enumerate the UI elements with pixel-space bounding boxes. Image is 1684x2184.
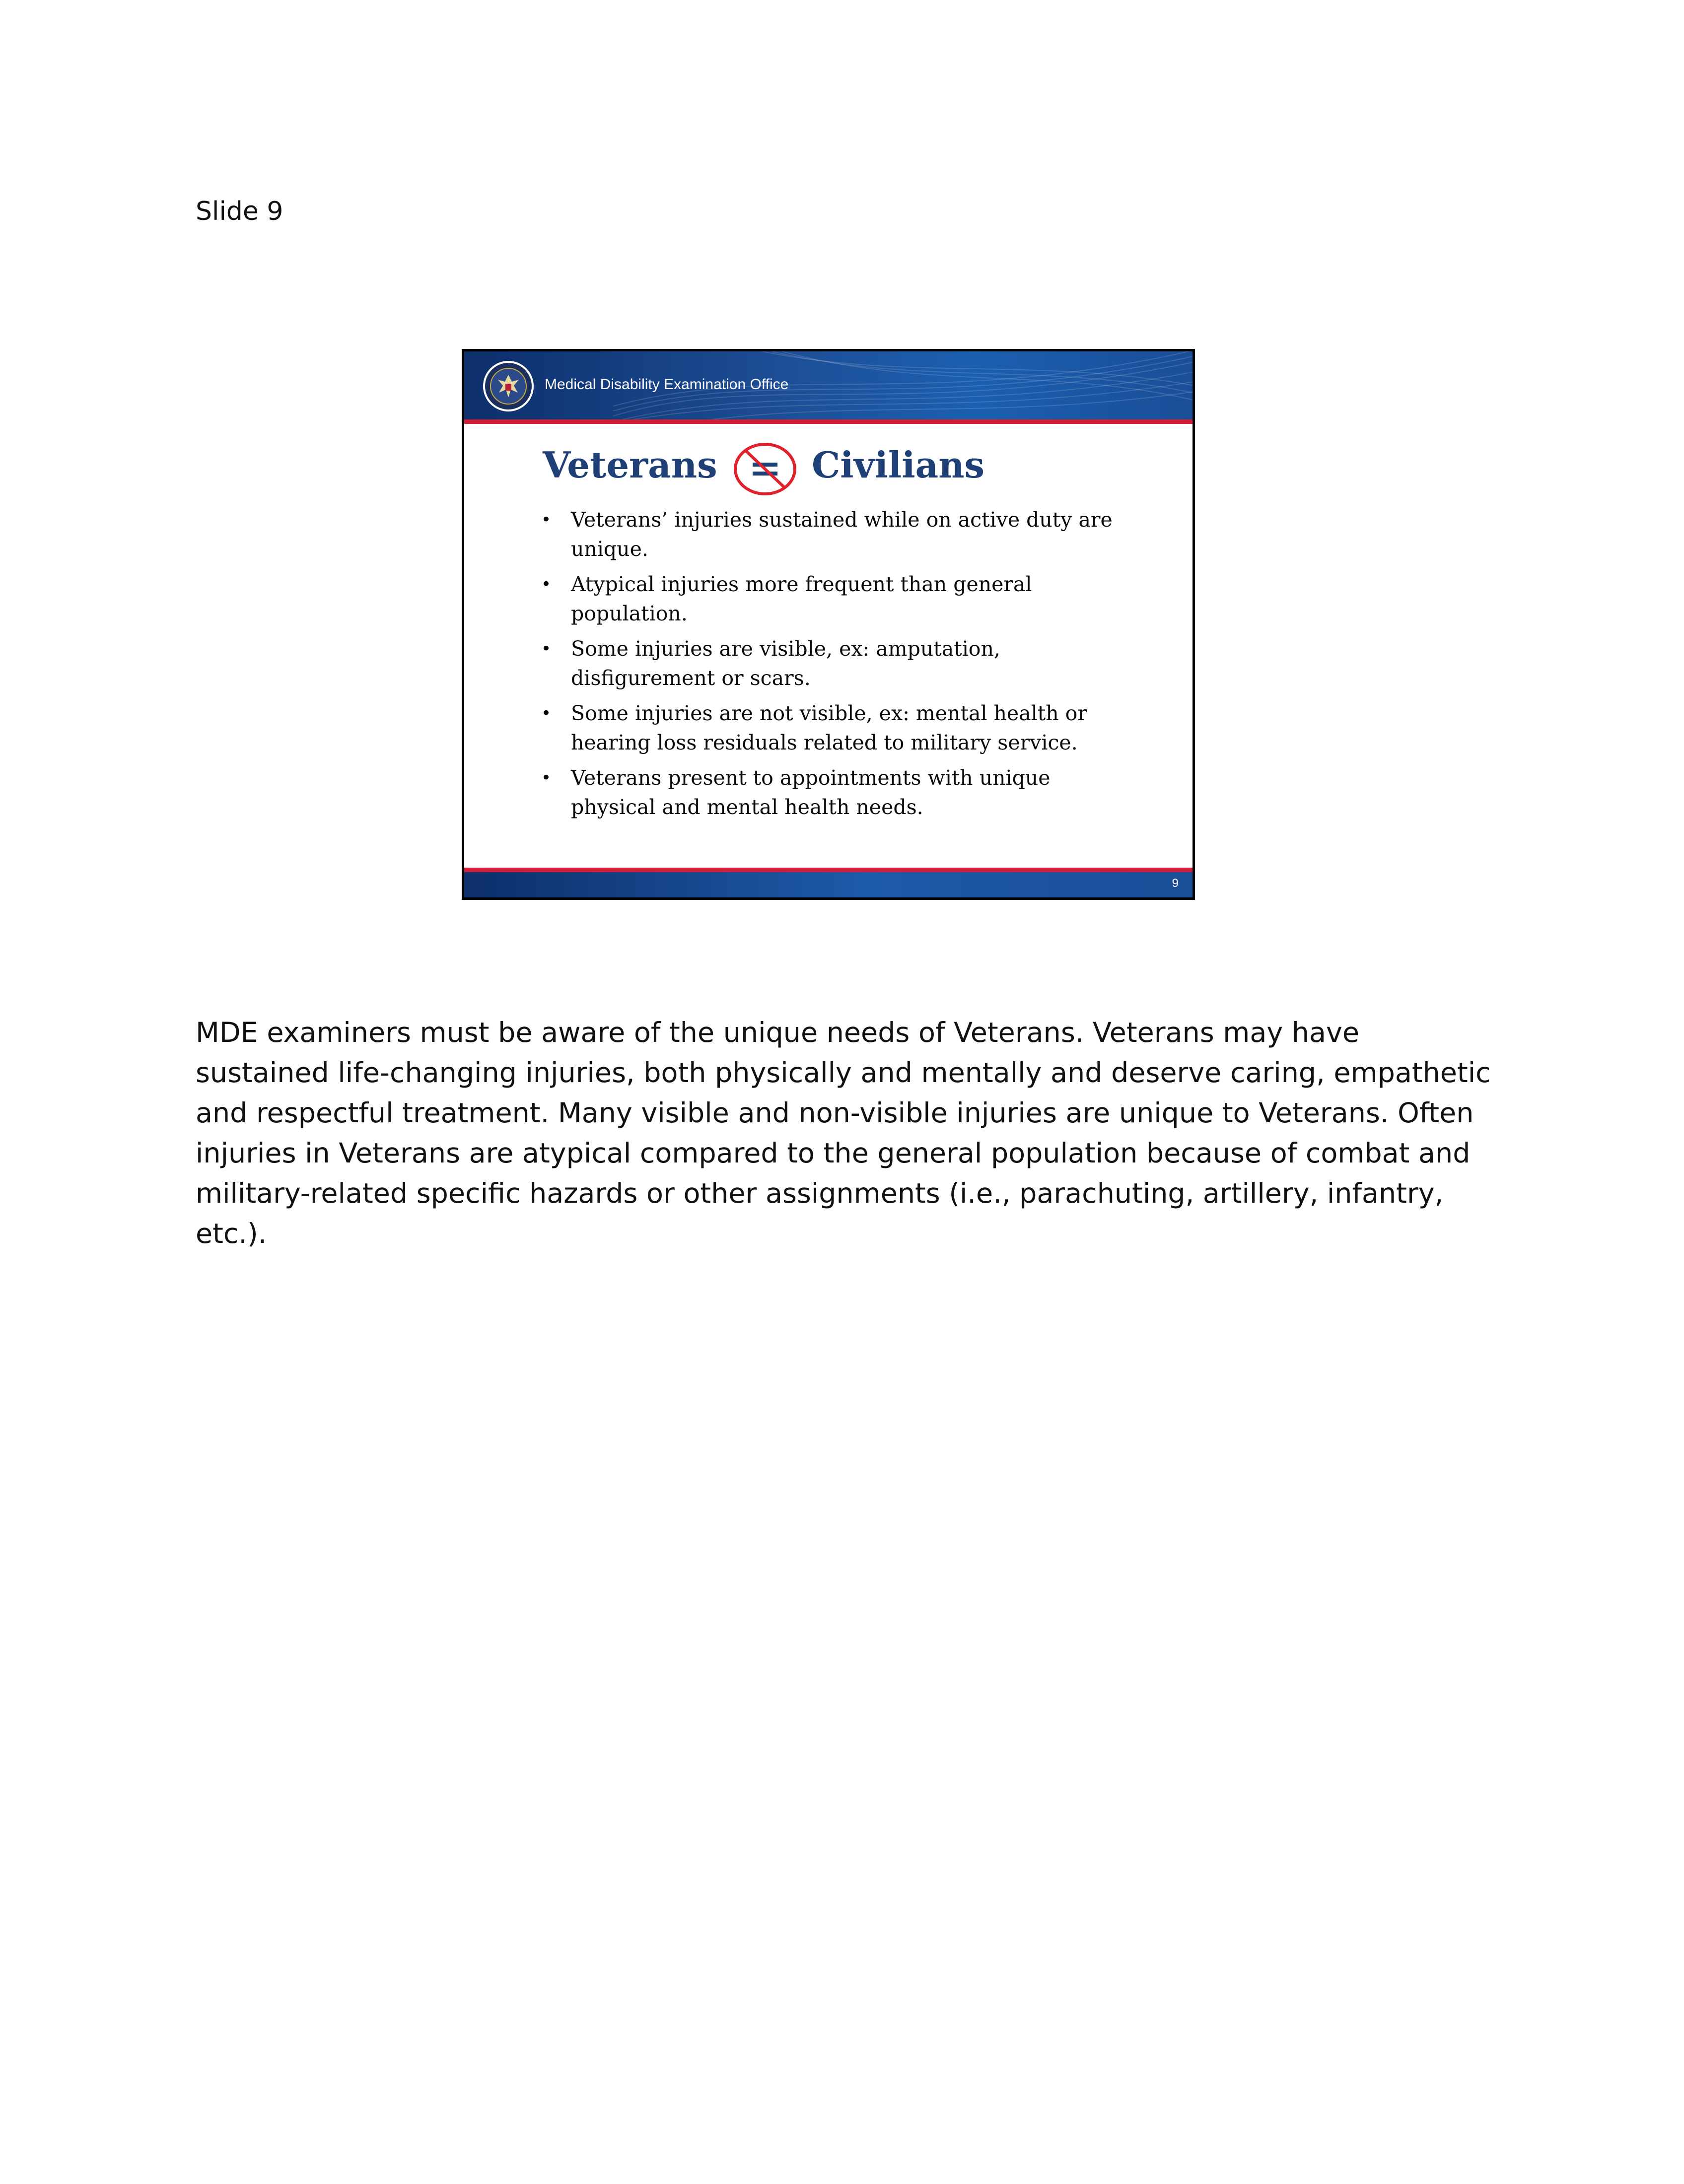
bullet-text: Some injuries are visible, ex: amputation, disfigurement or scars. [571, 637, 1000, 690]
bullet-item [541, 634, 1137, 693]
not-equal-icon [733, 441, 797, 495]
bullet-list [541, 505, 1137, 828]
bullet-item [541, 505, 1137, 564]
va-seal-icon [482, 360, 535, 412]
bullet-text: Atypical injuries more frequent than general population. [571, 572, 1032, 625]
slide-header-banner [464, 351, 1193, 419]
slide-footer-banner [464, 872, 1193, 900]
bullet-glyph: • [541, 510, 552, 530]
header-divider [464, 419, 1193, 424]
bullet-item [541, 570, 1137, 628]
title-civilians: Civilians [812, 444, 985, 486]
slide-thumbnail [462, 349, 1195, 900]
bullet-glyph: • [541, 639, 552, 659]
speaker-notes: MDE examiners must be aware of the unique needs of Veterans. Veterans may have sustained life-changing injuries, both physically and mentally and deserve caring, empathetic and respectful treatment. Many visible and non-visible injuries are unique to Veterans. Often injuries in Veterans are atypical compared to the general population because of combat and military-related specific hazards or other assignments (i.e., parachuting, artillery, infantry, etc.). [196, 1017, 1491, 1250]
bullet-glyph: • [541, 768, 552, 788]
title-veterans: Veterans [543, 444, 717, 486]
bullet-item [541, 699, 1137, 757]
bullet-text: Veterans present to appointments with unique physical and mental health needs. [571, 766, 1051, 819]
bullet-text: Some injuries are not visible, ex: mental health or hearing loss residuals related to military service. [571, 701, 1087, 754]
bullet-item [541, 763, 1137, 822]
bullet-glyph: • [541, 574, 552, 594]
bullet-text: Veterans’ injuries sustained while on active duty are unique. [571, 508, 1113, 561]
page-label: Slide 9 [196, 197, 283, 226]
bullet-glyph: • [541, 703, 552, 723]
office-name: Medical Disability Examination Office [545, 376, 789, 393]
slide-number: 9 [1172, 877, 1179, 890]
footer-divider [464, 868, 1193, 872]
